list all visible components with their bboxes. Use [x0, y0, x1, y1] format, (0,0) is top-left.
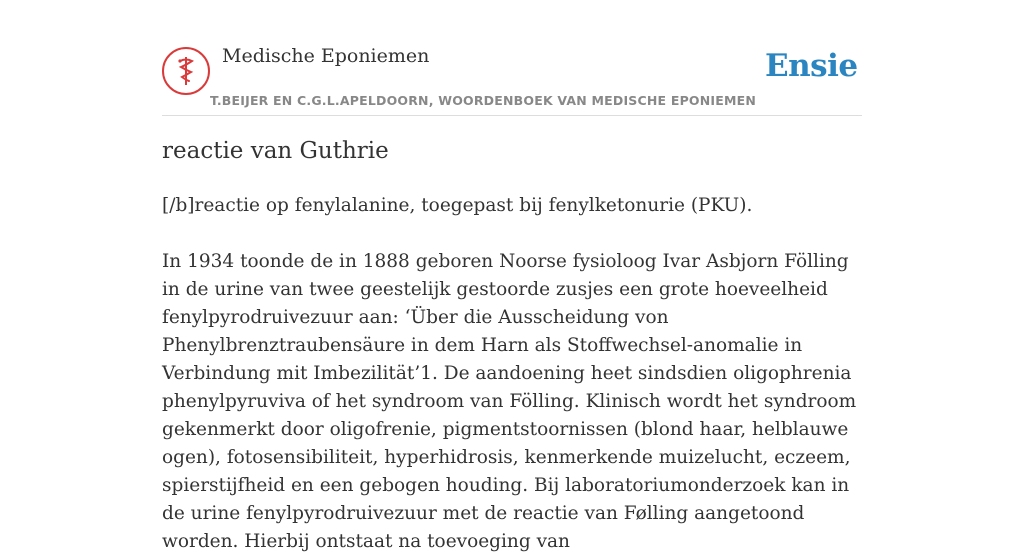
source-title[interactable]: Medische Eponiemen: [222, 45, 430, 67]
entry-definition: [/b]reactie op fenylalanine, toegepast bij fenylketonurie (PKU).: [162, 195, 753, 216]
source-meta: T.BEIJER EN C.G.L.APELDOORN, WOORDENBOEK VAN MEDISCHE EPONIEMEN: [210, 93, 757, 108]
entry-body: In 1934 toonde de in 1888 geboren Noorse fysioloog Ivar Asbjorn Fölling in de urine van twee geestelijk gestoorde zusjes een grote hoeveelheid fenylpyrodruivezuur aan: ‘Über die Ausscheidung von Phenylbrenztraubensäure in dem Harn als Stoffwechsel-anomalie in Verbindung mit Imbezilität’1. De aandoening heet sindsdien oligophrenia phenylpyruviva of het syndroom van Fölling. Klinisch wordt het syndroom gekenmerkt door oligofrenie, pigmentstoornissen (blond haar, helblauwe ogen), fotosensibiliteit, hyperhidrosis, kenmerkende muizelucht, eczeem, spierstijfheid en een gebogen houding. Bij laboratoriumonderzoek kan in de urine fenylpyrodruivezuur met de reactie van Følling aangetoond worden. Hierbij ontstaat na toevoeging van: [162, 251, 857, 552]
source-logo[interactable]: [162, 47, 210, 95]
page-title: reactie van Guthrie: [162, 138, 389, 164]
brand-logo[interactable]: Ensie: [765, 48, 858, 84]
caduceus-icon: [172, 55, 200, 87]
header-divider: [162, 115, 862, 116]
